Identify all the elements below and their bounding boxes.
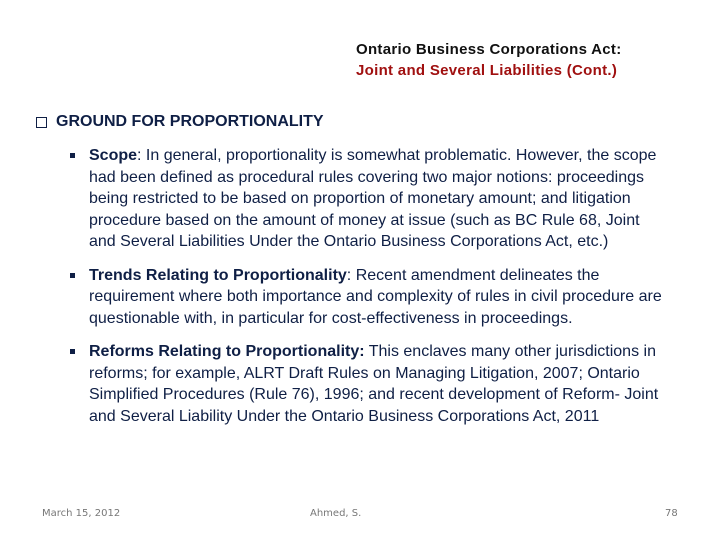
section-heading <box>36 112 324 132</box>
bullet-text: In general, proportionality is somewhat problematic. However, the scope had been defined as procedural rules covering two major notions: proceedings being restricted to be based on proportion of monetary amount; and litigation procedure based on the amount of money at issue (such as BC Rule 68, Joint and Several Liabilities Under the Ontario Business Corporations Act, etc.) <box>89 147 657 250</box>
title-line-2: Joint and Several Liabilities (Cont.) <box>356 62 618 79</box>
bullet-trends <box>67 265 667 330</box>
square-bullet-icon <box>70 273 75 278</box>
bullet-sep: : <box>346 266 352 284</box>
square-bullet-icon <box>70 153 75 158</box>
bullet-label: Scope <box>89 147 138 164</box>
square-bullet-icon <box>70 349 75 354</box>
section-heading-text: GROUND FOR PROPORTIONALITY <box>56 113 324 130</box>
bullet-list <box>67 145 667 439</box>
bullet-label: Trends Relating to Proportionality <box>89 266 347 284</box>
bullet-reforms <box>67 341 667 427</box>
bullet-text: This enclaves many other jurisdictions in reforms; for example, ALRT Draft Rules on Managing Litigation, 2007; Ontario Simplified Procedures (Rule 76), 1996; and recent development of Reform- Joint and Several Liability Under the Ontario Business Corporations Act, 2011 <box>89 343 659 425</box>
footer-page-number: 78 <box>665 508 678 519</box>
footer-date: March 15, 2012 <box>42 508 121 519</box>
footer-author: Ahmed, S. <box>310 508 362 519</box>
slide-title <box>356 39 696 81</box>
checkbox-bullet-icon <box>36 117 47 128</box>
bullet-text: Recent amendment delineates the requirement where both importance and complexity of rules in civil procedure are questionable with, in particular for cost-effectiveness in proceedings. <box>89 266 662 327</box>
bullet-sep: : <box>137 147 142 164</box>
title-line-1: Ontario Business Corporations Act: <box>356 41 622 58</box>
bullet-label: Reforms Relating to Proportionality: <box>89 343 365 360</box>
bullet-scope <box>67 145 667 253</box>
